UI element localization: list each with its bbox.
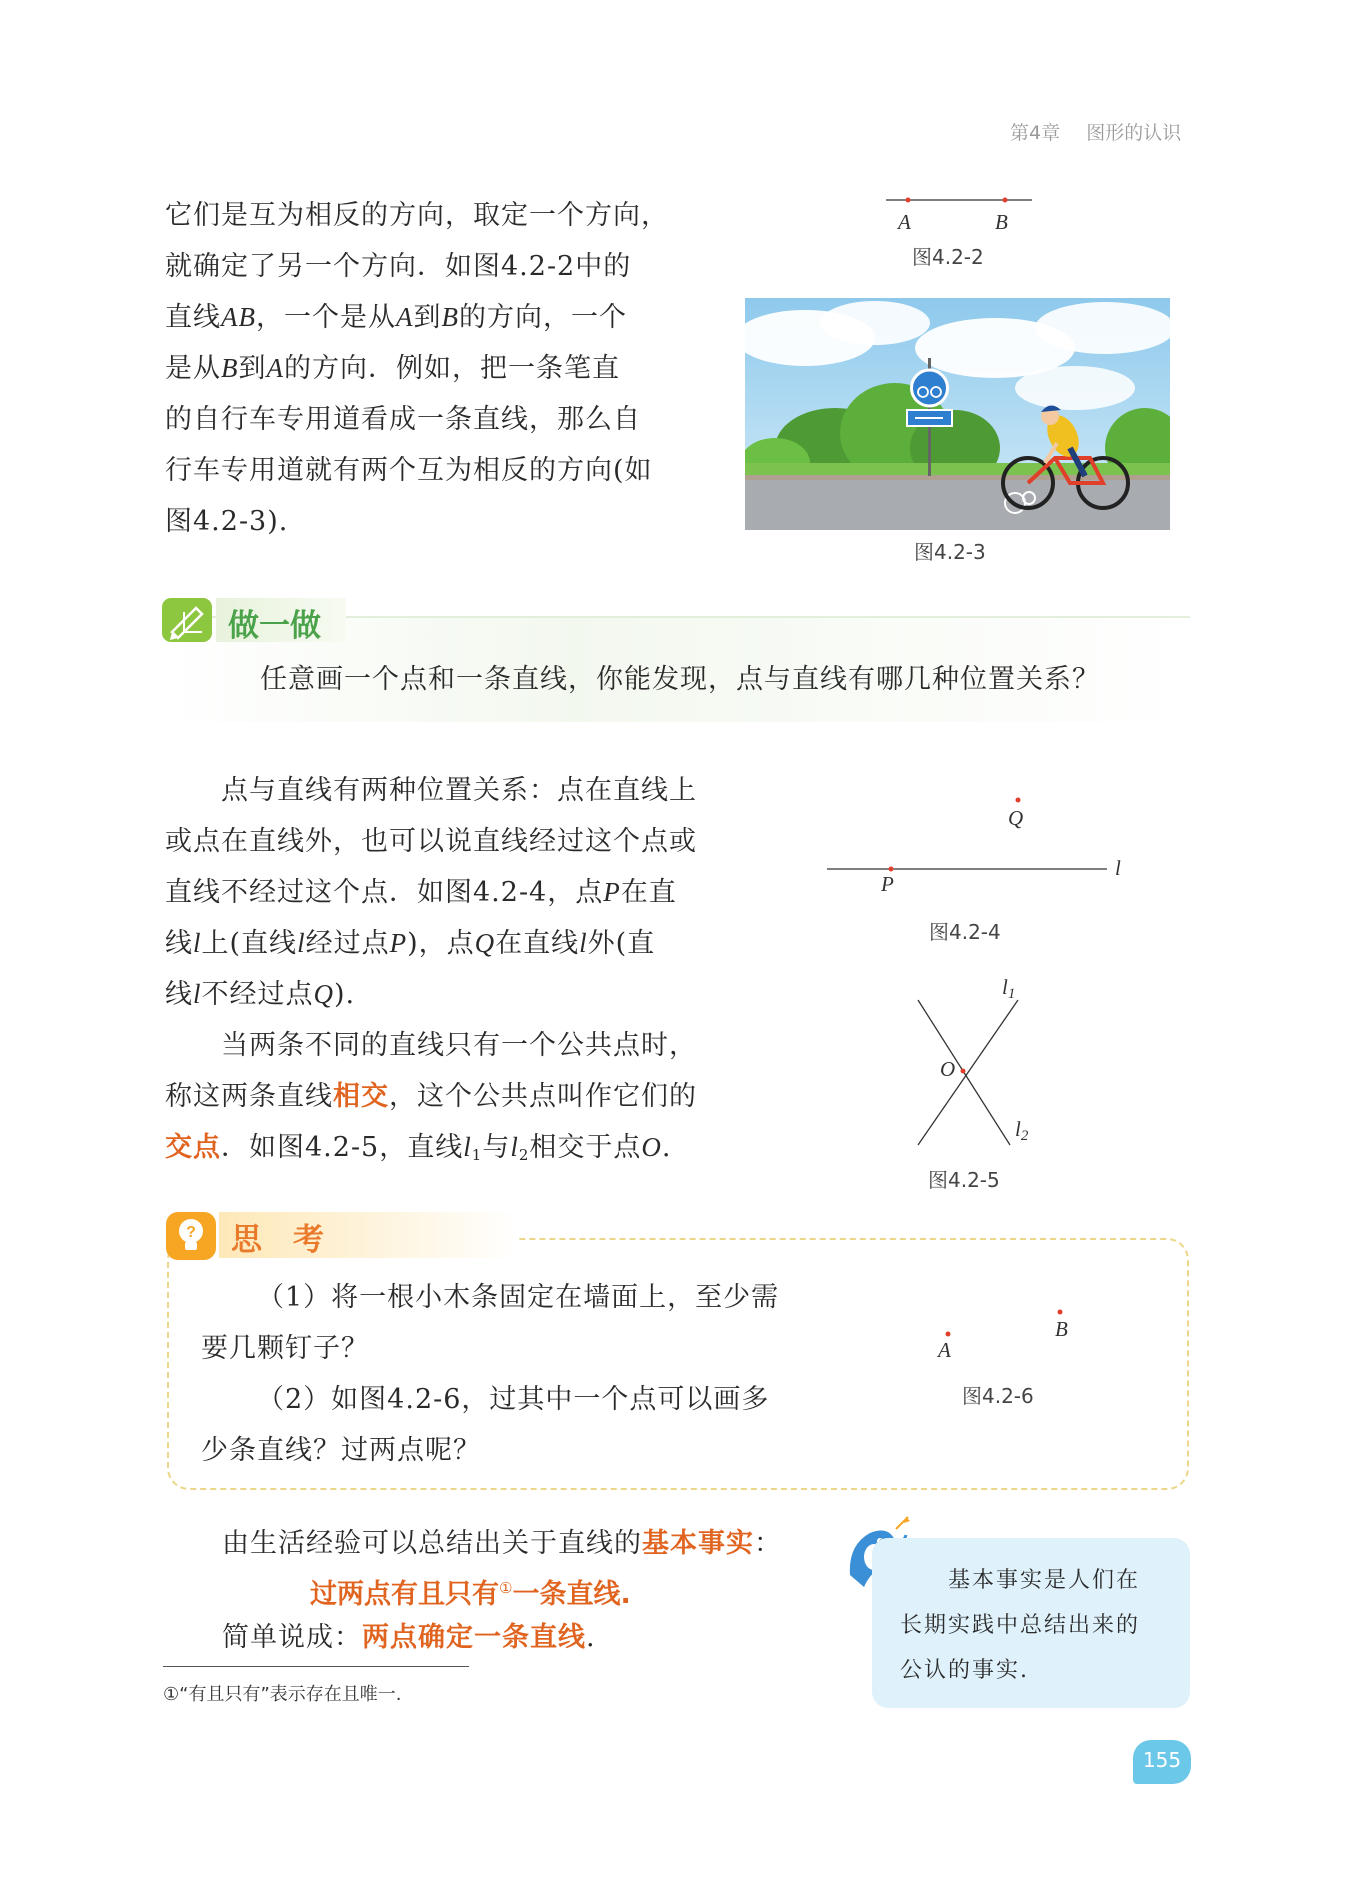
- text-line: 直线不经过这个点．如图4.2-4，点P在直: [165, 877, 677, 908]
- ruler-pencil-icon: [162, 598, 212, 642]
- label-a: A: [898, 210, 911, 234]
- math-variable: AB: [221, 302, 256, 332]
- label-b: B: [995, 210, 1008, 234]
- figure-4-2-2: [880, 190, 1040, 270]
- key-term: 交点: [165, 1132, 221, 1163]
- math-variable: l: [463, 1132, 472, 1162]
- footnote-marker: ①: [499, 1579, 513, 1597]
- fact-short-highlight: 两点确定一条直线: [362, 1622, 586, 1653]
- label-b: B: [1055, 1317, 1068, 1341]
- intersecting-lines-diagram: [900, 975, 1060, 1155]
- label-o: O: [940, 1057, 956, 1081]
- math-variable: l: [510, 1132, 519, 1162]
- point-q: [1016, 798, 1021, 803]
- math-variable: l: [193, 979, 202, 1009]
- relation-paragraph: [165, 765, 755, 1181]
- text-line: 点与直线有两种位置关系：点在直线上: [221, 775, 697, 806]
- think-questions: [201, 1272, 921, 1476]
- point-a: [906, 198, 911, 203]
- text-line: 的自行车专用道看成一条直线，那么自: [165, 404, 641, 435]
- cycling-lane-illustration: [745, 298, 1170, 530]
- text-line: 或点在直线外，也可以说直线经过这个点或: [165, 826, 697, 857]
- label-q: Q: [1008, 806, 1024, 830]
- math-subscript: 1: [471, 1146, 483, 1164]
- do-it-section: [162, 598, 1190, 720]
- think-question-2-cont: 少条直线？过两点呢？: [201, 1435, 481, 1466]
- math-variable: B: [441, 302, 459, 332]
- text-line: 线l不经过点Q).: [165, 979, 356, 1010]
- text-line: 直线AB，一个是从A到B的方向，一个: [165, 302, 627, 333]
- point-p: [889, 867, 894, 872]
- math-variable: A: [266, 353, 284, 383]
- figure-caption: 图4.2-5: [928, 1168, 1000, 1192]
- label-a: A: [938, 1338, 951, 1362]
- running-header: [1010, 118, 1181, 145]
- figure-caption: 图4.2-2: [912, 245, 984, 269]
- fact-intro: 由生活经验可以总结出关于直线的基本事实：: [222, 1528, 782, 1559]
- svg-text:?: ?: [186, 1224, 196, 1241]
- page-number: 155: [1142, 1748, 1182, 1772]
- footnote-rule: [163, 1666, 469, 1667]
- think-question-1: （1）将一根小木条固定在墙面上，至少需: [257, 1282, 780, 1313]
- figure-4-2-3: [745, 298, 1170, 530]
- math-variable: O: [641, 1132, 662, 1162]
- figure-4-2-3-caption: 图4.2-3: [914, 540, 986, 564]
- page-number-badge: [1133, 1740, 1191, 1784]
- label-l1: $l_1$: [1002, 975, 1016, 1002]
- fact-short: 简单说成：两点确定一条直线.: [222, 1622, 596, 1653]
- line-l1: [918, 1000, 1018, 1145]
- lightbulb-icon: [166, 1212, 216, 1260]
- sidenote-text: 基本事实是人们在 长期实践中总结出来的 公认的事实.: [900, 1568, 1141, 1683]
- point-a: [946, 1332, 951, 1337]
- text-line: 行车专用道就有两个互为相反的方向(如: [165, 455, 653, 486]
- think-title: 思 考: [231, 1222, 324, 1258]
- text-line: 当两条不同的直线只有一个公共点时，: [221, 1030, 697, 1061]
- figure-4-2-6: [935, 1305, 1085, 1408]
- figure-caption: 图4.2-4: [929, 920, 1001, 944]
- key-term: 相交: [333, 1081, 389, 1112]
- point-b: [1003, 198, 1008, 203]
- text-line: 它们是互为相反的方向，取定一个方向，: [165, 200, 669, 231]
- math-variable: Q: [313, 979, 335, 1009]
- chapter-title: 图形的认识: [1086, 122, 1182, 144]
- figure-4-2-5: [900, 975, 1060, 1190]
- point-b: [1058, 1310, 1063, 1315]
- math-variable: Q: [474, 928, 496, 958]
- text-line: 是从B到A的方向．例如，把一条笔直: [165, 353, 620, 384]
- chapter-number: 第4章: [1010, 122, 1061, 144]
- basic-fact-term: 基本事实: [642, 1528, 754, 1559]
- math-variable: P: [603, 877, 621, 907]
- math-variable: B: [221, 353, 239, 383]
- think-question-1-cont: 要几颗钉子？: [201, 1333, 369, 1364]
- do-it-question: 任意画一个点和一条直线，你能发现，点与直线有哪几种位置关系？: [260, 664, 1100, 695]
- intro-paragraph: [165, 190, 705, 547]
- math-variable: l: [579, 928, 588, 958]
- math-variable: A: [396, 302, 414, 332]
- point-line-diagram: [825, 790, 1135, 890]
- point-o: [961, 1069, 966, 1074]
- math-variable: l: [193, 928, 202, 958]
- do-it-title: 做一做: [228, 608, 321, 644]
- text-line: 线l上(直线l经过点P)，点Q在直线l外(直: [165, 928, 656, 959]
- sidenote-bubble: [872, 1538, 1190, 1708]
- think-question-2: （2）如图4.2-6，过其中一个点可以画多: [257, 1384, 770, 1415]
- text-line: 就确定了另一个方向．如图4.2-2中的: [165, 251, 632, 282]
- text-line: 图4.2-3).: [165, 506, 289, 537]
- text-line: 称这两条直线相交，这个公共点叫作它们的: [165, 1081, 697, 1112]
- text-line: 交点．如图4.2-5，直线$l_1$与$l_2$相交于点O.: [165, 1132, 672, 1164]
- figure-4-2-4: [825, 790, 1135, 944]
- footnote: ①“有且只有”表示存在且唯一.: [163, 1684, 402, 1705]
- label-l: l: [1115, 856, 1121, 880]
- label-p: P: [881, 872, 894, 896]
- math-subscript: 2: [518, 1146, 530, 1164]
- fact-statement: 过两点有且只有①一条直线.: [310, 1579, 631, 1610]
- label-l2: $l_2$: [1015, 1117, 1029, 1144]
- math-variable: P: [389, 928, 408, 958]
- figure-caption: 图4.2-6: [962, 1384, 1034, 1408]
- math-variable: l: [297, 928, 306, 958]
